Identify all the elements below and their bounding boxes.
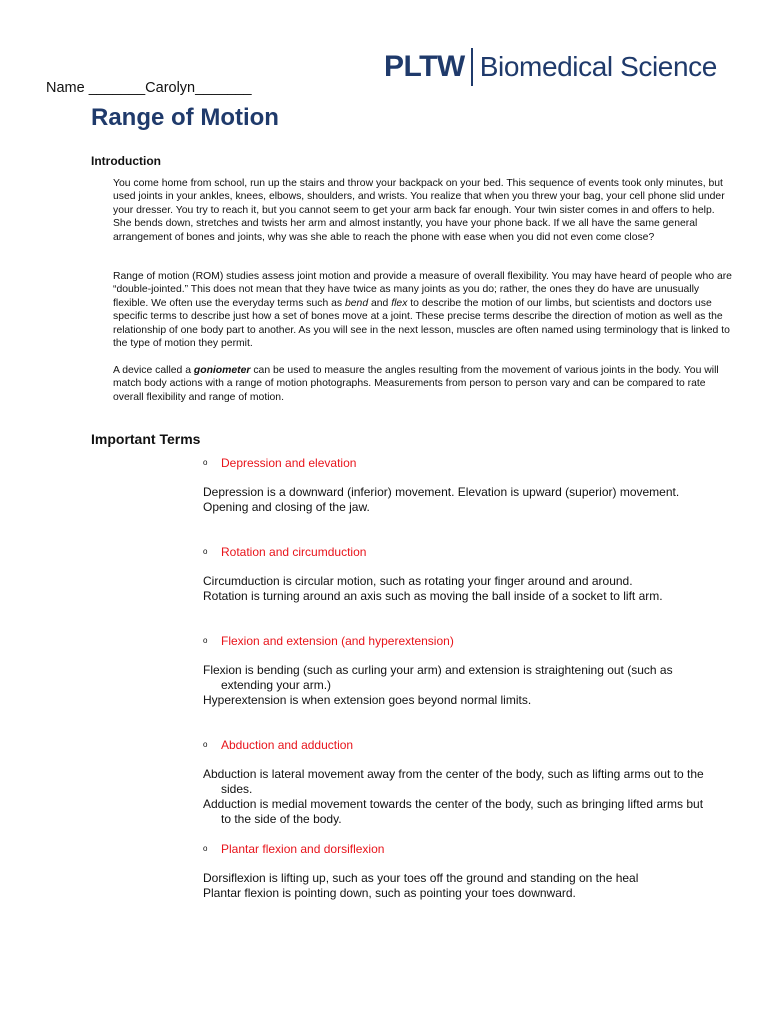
page-title: Range of Motion: [91, 104, 279, 131]
term-line: Opening and closing of the jaw.: [203, 500, 370, 514]
term-title-text: Depression and elevation: [221, 456, 357, 470]
intro-p3-text-a: A device called a: [113, 365, 194, 376]
logo-divider: [471, 48, 473, 86]
term-line: Rotation is turning around an axis such as moving the ball inside of a socket to lift arm.: [203, 589, 663, 603]
intro-p3-text-b: can be used to measure the angles resulting from the movement of various joints in the body. You will match body actions with a range of motion photographs. Measurements from person to person vary and can be compared to rate overall flexibility and range of motion.: [113, 365, 719, 403]
term-line: Abduction is lateral movement away from the center of the body, such as lifting arms out to the: [203, 767, 704, 781]
term-flexion-extension: [203, 633, 743, 708]
term-line: to the side of the body.: [221, 812, 342, 826]
term-goniometer: goniometer: [193, 365, 251, 376]
term-plantar-dorsiflexion: [203, 841, 743, 901]
term-title: [203, 841, 743, 857]
intro-p2-text-b: to describe the motion of our limbs, but scientists and doctors use specific terms to describe just how a set of bones move at a joint. These precise terms describe the direction of motion as well as the relationship of one body part to another. As you will see in the next lesson, muscles are often named using terminology that is linked to the type of motion they permit.: [113, 297, 730, 350]
term-depression-elevation: [203, 455, 743, 515]
term-title-text: Flexion and extension (and hyperextension): [221, 634, 454, 648]
intro-paragraph-3: [113, 364, 733, 404]
term-title-text: Rotation and circumduction: [221, 545, 367, 559]
term-title: [203, 633, 743, 649]
term-description: [203, 574, 743, 604]
term-title-text: Abduction and adduction: [221, 738, 354, 752]
intro-paragraph-2: [113, 270, 733, 350]
term-description: [203, 663, 743, 708]
term-line: sides.: [221, 782, 253, 796]
term-description: [203, 485, 743, 515]
term-bend: bend: [344, 297, 369, 309]
term-abduction-adduction: [203, 737, 743, 827]
logo-subtitle: Biomedical Science: [479, 51, 717, 82]
term-title: [203, 455, 743, 471]
introduction-heading: Introduction: [91, 154, 161, 168]
term-rotation-circumduction: [203, 544, 743, 604]
term-description: [203, 767, 743, 827]
term-line: Circumduction is circular motion, such as rotating your finger around and around.: [203, 574, 633, 588]
important-terms-heading: Important Terms: [91, 431, 201, 447]
bullet-icon: o: [203, 458, 208, 467]
term-title: [203, 544, 743, 560]
pltw-logo: [384, 46, 717, 88]
intro-paragraph-1: You come home from school, run up the stairs and throw your backpack on your bed. This sequence of events took only minutes, but used joints in your ankles, knees, elbows, shoulders, and wrists. You realize that when you threw your bag, your cell phone slid under your dresser. You try to reach it, but you cannot seem to get your arm back far enough. Your twin sister comes in and offers to help. She bends down, stretches and twists her arm and almost instantly, you have your phone back. If we all have the same general arrangement of bones and joints, why was she able to reach the phone with ease when you did not even come close?: [113, 178, 725, 243]
bullet-icon: o: [203, 547, 208, 556]
bullet-icon: o: [203, 740, 208, 749]
bullet-icon: o: [203, 844, 208, 853]
term-line: Plantar flexion is pointing down, such as pointing your toes downward.: [203, 886, 576, 900]
term-line: Flexion is bending (such as curling your arm) and extension is straightening out (such as: [203, 663, 673, 677]
term-line: Depression is a downward (inferior) movement. Elevation is upward (superior) movement.: [203, 485, 680, 499]
term-line: Hyperextension is when extension goes beyond normal limits.: [203, 693, 532, 707]
term-flex: flex: [391, 297, 408, 309]
intro-p2-and: and: [368, 297, 392, 309]
term-line: Dorsiflexion is lifting up, such as your toes off the ground and standing on the heal: [203, 871, 639, 885]
student-name-line: Name _______Carolyn_______: [46, 80, 252, 96]
term-description: [203, 871, 743, 901]
intro-p2-text-a: Range of motion (ROM) studies assess joint motion and provide a measure of overall flexibility. You may have heard of people who are “double-jointed.” This does not mean that they have twice as many joints as you do; rather, the ones they do have are unusually flexible. We often use the everyday terms such as: [113, 271, 732, 309]
bullet-icon: o: [203, 636, 208, 645]
term-title: [203, 737, 743, 753]
term-line: extending your arm.): [221, 678, 332, 692]
term-line: Adduction is medial movement towards the center of the body, such as bringing lifted arms but: [203, 797, 704, 811]
term-title-text: Plantar flexion and dorsiflexion: [221, 842, 385, 856]
logo-brand: PLTW: [384, 50, 465, 83]
